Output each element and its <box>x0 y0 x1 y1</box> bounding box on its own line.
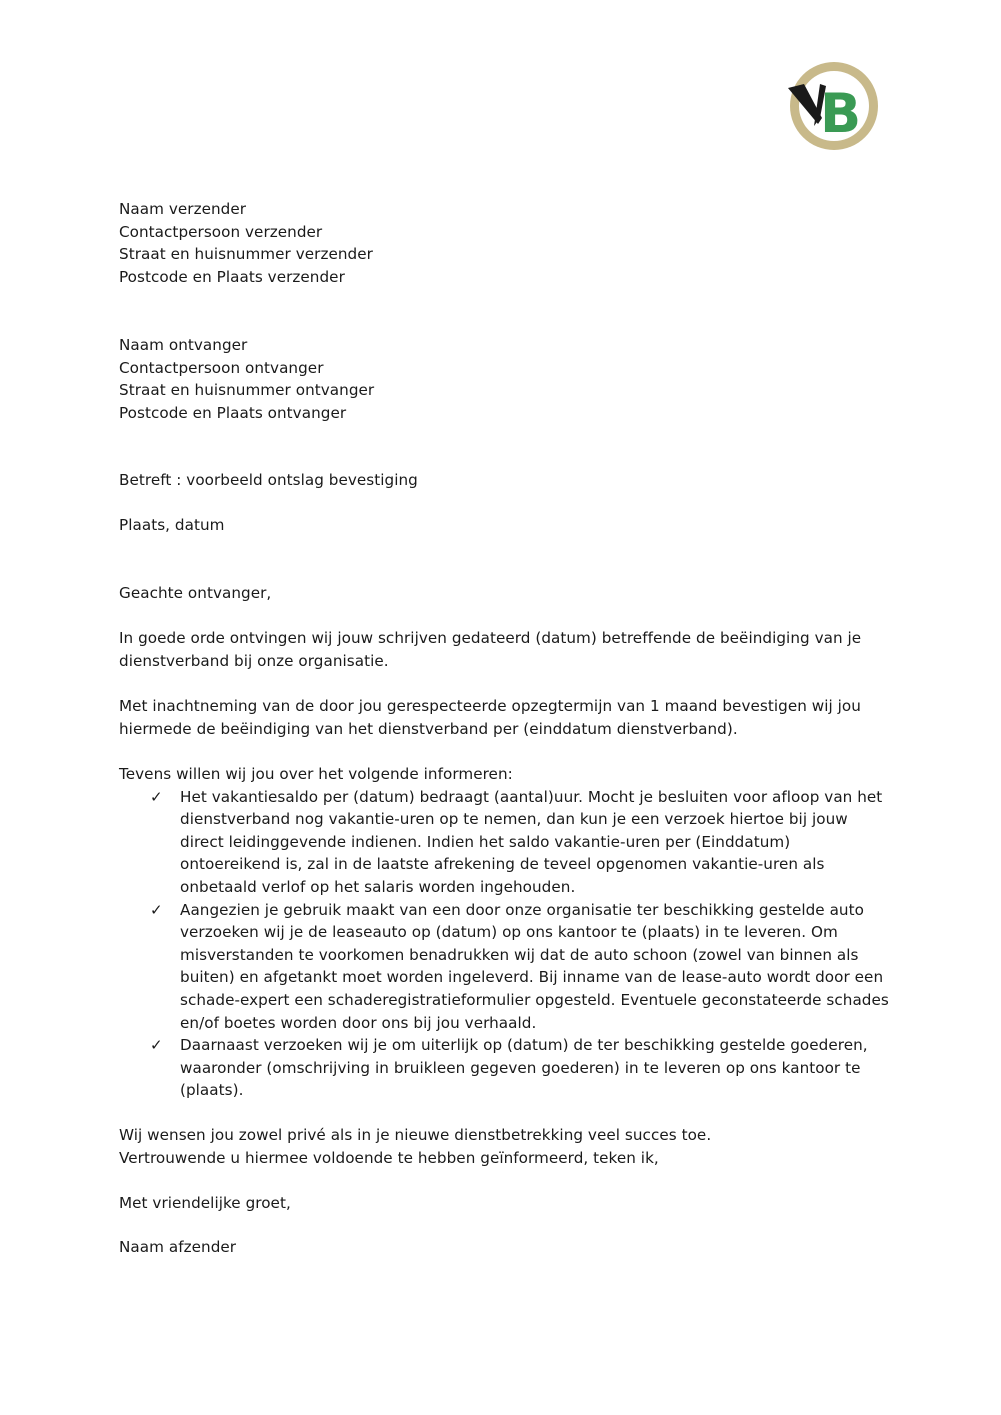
greeting <box>119 1192 879 1215</box>
checklist <box>119 786 889 1102</box>
bullet-2-line-5: schade-expert een schaderegistratieformulier opgesteld. Eventuele geconstateerde schades <box>180 990 889 1009</box>
bullet-1-line-3: direct leidinggevende indienen. Indien het saldo vakantie-uren per (Einddatum) <box>180 832 791 851</box>
paragraph-2-line-1: Met inachtneming van de door jou gerespecteerde opzegtermijn van 1 maand bevestigen wij jou <box>119 697 861 715</box>
paragraph-2-line-2: hiermede de beëindiging van het dienstverband per (einddatum dienstverband). <box>119 719 738 738</box>
bullet-1-line-2: dienstverband nog vakantie-uren op te nemen, dan kun je een verzoek hiertoe bij jouw <box>180 810 848 829</box>
recipient-name: Naam ontvanger <box>119 336 248 354</box>
bullet-2-line-4: buiten) en afgetankt moet worden ingeleverd. Bij inname van de lease-auto wordt door een <box>180 968 884 987</box>
bullet-2-line-2: verzoeken wij je de leaseauto op (datum) op ons kantoor te (plaats) in te leveren. Om <box>180 923 838 942</box>
sender-contact: Contactpersoon verzender <box>119 222 323 241</box>
bullet-2-line-3: misverstanden te voorkomen benadrukken wij dat de auto schoon (zowel van binnen als <box>180 945 859 964</box>
info-section <box>119 763 889 1102</box>
checkmark-icon: ✓ <box>150 787 163 806</box>
sender-street: Straat en huisnummer verzender <box>119 245 373 264</box>
list-item <box>119 786 883 899</box>
closing-line-2: Vertrouwende u hiermee voldoende te hebben geïnformeerd, teken ik, <box>119 1148 659 1167</box>
place-date-text: Plaats, datum <box>119 516 225 534</box>
list-item <box>119 1034 879 1102</box>
sender-city: Postcode en Plaats verzender <box>119 267 345 286</box>
paragraph-1-line-2: dienstverband bij onze organisatie. <box>119 651 389 670</box>
bullet-3-line-2: waaronder (omschrijving in bruikleen gegeven goederen) in te leveren op ons kantoor te <box>180 1058 861 1077</box>
closing <box>119 1124 879 1169</box>
bullet-2-line-1: Aangezien je gebruik maakt van een door onze organisatie ter beschikking gestelde auto <box>180 900 864 919</box>
recipient-address <box>119 334 879 424</box>
bullet-3-line-1: Daarnaast verzoeken wij je om uiterlijk op (datum) de ter beschikking gestelde goederen, <box>180 1036 868 1055</box>
bullet-1-line-1: Het vakantiesaldo per (datum) bedraagt (aantal)uur. Mocht je besluiten voor afloop van het <box>180 787 883 806</box>
bullet-3-line-3: (plaats). <box>180 1081 244 1100</box>
closing-line-1: Wij wensen jou zowel privé als in je nieuwe dienstbetrekking veel succes toe. <box>119 1126 712 1144</box>
salutation-text: Geachte ontvanger, <box>119 584 272 602</box>
signature <box>119 1236 879 1259</box>
vb-logo <box>784 60 882 152</box>
place-date <box>119 514 879 537</box>
sender-name: Naam verzender <box>119 200 247 218</box>
recipient-street: Straat en huisnummer ontvanger <box>119 381 375 400</box>
bullet-2-line-6: en/of boetes worden door ons bij jou verhaald. <box>180 1013 537 1032</box>
recipient-contact: Contactpersoon ontvanger <box>119 358 324 377</box>
bullet-1-line-4: ontoereikend is, zal in de laatste afrekening de teveel opgenomen vakantie-uren als <box>180 855 825 874</box>
subject-line <box>119 469 879 492</box>
list-intro: Tevens willen wij jou over het volgende informeren: <box>119 765 513 783</box>
subject-text: Betreft : voorbeeld ontslag bevestiging <box>119 471 418 489</box>
checkmark-icon: ✓ <box>150 900 163 919</box>
paragraph-1 <box>119 627 879 672</box>
checkmark-icon: ✓ <box>150 1036 163 1055</box>
salutation <box>119 582 879 605</box>
greeting-text: Met vriendelijke groet, <box>119 1194 291 1212</box>
logo-b-letter: B <box>820 82 862 145</box>
bullet-1-line-5: onbetaald verlof op het salaris worden ingehouden. <box>180 877 576 896</box>
signature-name: Naam afzender <box>119 1238 237 1256</box>
sender-address <box>119 198 879 288</box>
list-item <box>119 899 889 1035</box>
recipient-city: Postcode en Plaats ontvanger <box>119 403 347 422</box>
paragraph-2 <box>119 695 879 740</box>
paragraph-1-line-1: In goede orde ontvingen wij jouw schrijven gedateerd (datum) betreffende de beëindiging van je <box>119 629 862 647</box>
